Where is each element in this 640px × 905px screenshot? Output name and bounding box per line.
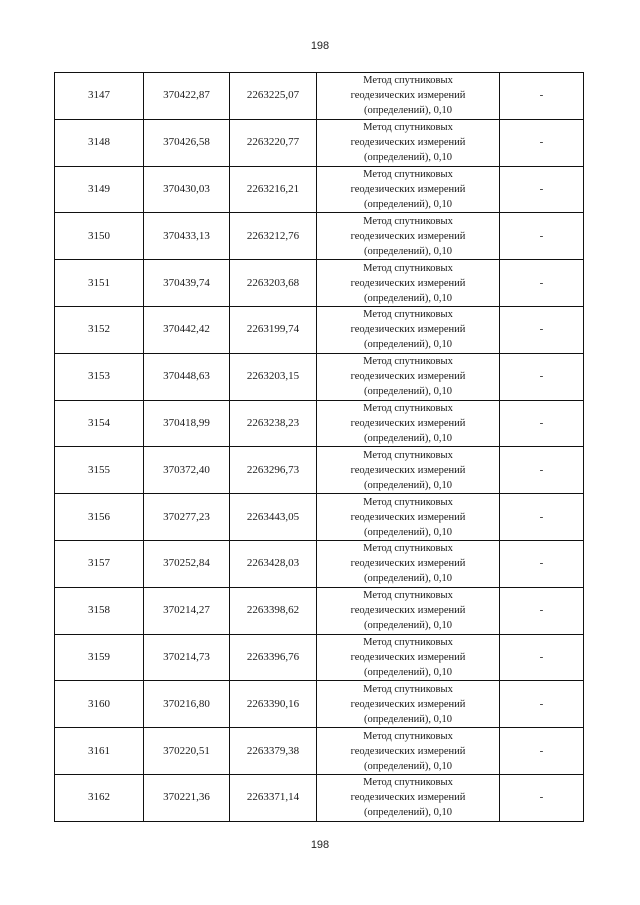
method-cell — [317, 119, 500, 166]
coordinates-table-body — [55, 73, 584, 822]
point-number-cell: 3150 — [55, 213, 144, 260]
table-row — [55, 353, 584, 400]
note-cell: - — [500, 213, 584, 260]
method-line: (определений), 0,10 — [363, 292, 453, 304]
x-coordinate-cell: 370252,84 — [144, 540, 230, 587]
method-line: Метод спутниковых — [363, 543, 453, 555]
point-number-cell: 3154 — [55, 400, 144, 447]
method-line: (определений), 0,10 — [363, 620, 453, 632]
y-coordinate-cell: 2263371,14 — [230, 774, 317, 821]
table-row — [55, 447, 584, 494]
method-cell — [317, 447, 500, 494]
point-number-cell: 3151 — [55, 260, 144, 307]
point-number-cell: 3161 — [55, 728, 144, 775]
x-coordinate-cell: 370214,27 — [144, 587, 230, 634]
page-number-top: 198 — [310, 40, 330, 52]
note-cell: - — [500, 447, 584, 494]
x-coordinate-cell: 370442,42 — [144, 306, 230, 353]
coordinates-table — [54, 72, 584, 822]
note-cell: - — [500, 774, 584, 821]
point-number-cell: 3162 — [55, 774, 144, 821]
x-coordinate-cell: 370372,40 — [144, 447, 230, 494]
note-cell: - — [500, 166, 584, 213]
x-coordinate-cell: 370277,23 — [144, 494, 230, 541]
method-cell — [317, 728, 500, 775]
table-row — [55, 494, 584, 541]
method-cell — [317, 213, 500, 260]
y-coordinate-cell: 2263199,74 — [230, 306, 317, 353]
method-line: Метод спутниковых — [363, 215, 453, 227]
method-cell — [317, 774, 500, 821]
method-line: геодезических измерений — [350, 558, 466, 570]
method-line: геодезических измерений — [350, 745, 466, 757]
method-cell — [317, 166, 500, 213]
method-line: (определений), 0,10 — [363, 479, 453, 491]
y-coordinate-cell: 2263396,76 — [230, 634, 317, 681]
page-number-bottom: 198 — [310, 839, 330, 851]
y-coordinate-cell: 2263296,73 — [230, 447, 317, 494]
x-coordinate-cell: 370214,73 — [144, 634, 230, 681]
x-coordinate-cell: 370430,03 — [144, 166, 230, 213]
note-cell: - — [500, 73, 584, 120]
method-line: (определений), 0,10 — [363, 432, 453, 444]
table-row — [55, 260, 584, 307]
method-line: Метод спутниковых — [363, 449, 453, 461]
method-line: геодезических измерений — [350, 90, 466, 102]
method-cell — [317, 540, 500, 587]
x-coordinate-cell: 370433,13 — [144, 213, 230, 260]
x-coordinate-cell: 370220,51 — [144, 728, 230, 775]
y-coordinate-cell: 2263443,05 — [230, 494, 317, 541]
point-number-cell: 3159 — [55, 634, 144, 681]
x-coordinate-cell: 370426,58 — [144, 119, 230, 166]
note-cell: - — [500, 353, 584, 400]
method-line: (определений), 0,10 — [363, 339, 453, 351]
table-row — [55, 634, 584, 681]
method-cell — [317, 353, 500, 400]
table-row — [55, 587, 584, 634]
point-number-cell: 3153 — [55, 353, 144, 400]
method-line: геодезических измерений — [350, 605, 466, 617]
table-row — [55, 540, 584, 587]
y-coordinate-cell: 2263398,62 — [230, 587, 317, 634]
method-line: Метод спутниковых — [363, 590, 453, 602]
method-line: (определений), 0,10 — [363, 666, 453, 678]
table-row — [55, 213, 584, 260]
method-line: геодезических измерений — [350, 137, 466, 149]
method-line: Метод спутниковых — [363, 636, 453, 648]
method-cell — [317, 73, 500, 120]
method-line: Метод спутниковых — [363, 777, 453, 789]
method-line: (определений), 0,10 — [363, 386, 453, 398]
method-line: Метод спутниковых — [363, 496, 453, 508]
note-cell: - — [500, 400, 584, 447]
table-row — [55, 306, 584, 353]
point-number-cell: 3160 — [55, 681, 144, 728]
method-line: Метод спутниковых — [363, 356, 453, 368]
method-line: Метод спутниковых — [363, 730, 453, 742]
method-line: (определений), 0,10 — [363, 760, 453, 772]
method-line: Метод спутниковых — [363, 75, 453, 87]
method-line: (определений), 0,10 — [363, 807, 453, 819]
method-line: Метод спутниковых — [363, 168, 453, 180]
note-cell: - — [500, 540, 584, 587]
y-coordinate-cell: 2263238,23 — [230, 400, 317, 447]
y-coordinate-cell: 2263212,76 — [230, 213, 317, 260]
method-line: (определений), 0,10 — [363, 198, 453, 210]
method-cell — [317, 494, 500, 541]
y-coordinate-cell: 2263203,68 — [230, 260, 317, 307]
x-coordinate-cell: 370448,63 — [144, 353, 230, 400]
x-coordinate-cell: 370439,74 — [144, 260, 230, 307]
note-cell: - — [500, 728, 584, 775]
note-cell: - — [500, 260, 584, 307]
method-line: геодезических измерений — [350, 324, 466, 336]
method-cell — [317, 260, 500, 307]
method-line: геодезических измерений — [350, 698, 466, 710]
method-line: (определений), 0,10 — [363, 152, 453, 164]
point-number-cell: 3148 — [55, 119, 144, 166]
table-row — [55, 774, 584, 821]
y-coordinate-cell: 2263220,77 — [230, 119, 317, 166]
method-line: геодезических измерений — [350, 417, 466, 429]
x-coordinate-cell: 370422,87 — [144, 73, 230, 120]
table-row — [55, 681, 584, 728]
table-row — [55, 166, 584, 213]
point-number-cell: 3157 — [55, 540, 144, 587]
method-line: Метод спутниковых — [363, 402, 453, 414]
method-cell — [317, 681, 500, 728]
note-cell: - — [500, 634, 584, 681]
note-cell: - — [500, 494, 584, 541]
point-number-cell: 3147 — [55, 73, 144, 120]
method-line: геодезических измерений — [350, 230, 466, 242]
note-cell: - — [500, 681, 584, 728]
y-coordinate-cell: 2263379,38 — [230, 728, 317, 775]
method-line: Метод спутниковых — [363, 309, 453, 321]
method-line: геодезических измерений — [350, 511, 466, 523]
method-line: (определений), 0,10 — [363, 245, 453, 257]
y-coordinate-cell: 2263428,03 — [230, 540, 317, 587]
method-cell — [317, 400, 500, 447]
table-row — [55, 728, 584, 775]
method-cell — [317, 306, 500, 353]
y-coordinate-cell: 2263225,07 — [230, 73, 317, 120]
table-row — [55, 73, 584, 120]
point-number-cell: 3155 — [55, 447, 144, 494]
x-coordinate-cell: 370221,36 — [144, 774, 230, 821]
method-line: Метод спутниковых — [363, 122, 453, 134]
method-cell — [317, 587, 500, 634]
note-cell: - — [500, 306, 584, 353]
method-line: (определений), 0,10 — [363, 105, 453, 117]
method-line: (определений), 0,10 — [363, 713, 453, 725]
point-number-cell: 3149 — [55, 166, 144, 213]
method-line: геодезических измерений — [350, 371, 466, 383]
note-cell: - — [500, 119, 584, 166]
method-line: (определений), 0,10 — [363, 573, 453, 585]
y-coordinate-cell: 2263216,21 — [230, 166, 317, 213]
method-cell — [317, 634, 500, 681]
y-coordinate-cell: 2263390,16 — [230, 681, 317, 728]
table-row — [55, 119, 584, 166]
point-number-cell: 3156 — [55, 494, 144, 541]
method-line: геодезических измерений — [350, 277, 466, 289]
method-line: геодезических измерений — [350, 651, 466, 663]
y-coordinate-cell: 2263203,15 — [230, 353, 317, 400]
x-coordinate-cell: 370216,80 — [144, 681, 230, 728]
method-line: (определений), 0,10 — [363, 526, 453, 538]
method-line: геодезических измерений — [350, 183, 466, 195]
method-line: геодезических измерений — [350, 464, 466, 476]
method-line: геодезических измерений — [350, 792, 466, 804]
point-number-cell: 3152 — [55, 306, 144, 353]
point-number-cell: 3158 — [55, 587, 144, 634]
table-row — [55, 400, 584, 447]
method-line: Метод спутниковых — [363, 262, 453, 274]
x-coordinate-cell: 370418,99 — [144, 400, 230, 447]
method-line: Метод спутниковых — [363, 683, 453, 695]
note-cell: - — [500, 587, 584, 634]
